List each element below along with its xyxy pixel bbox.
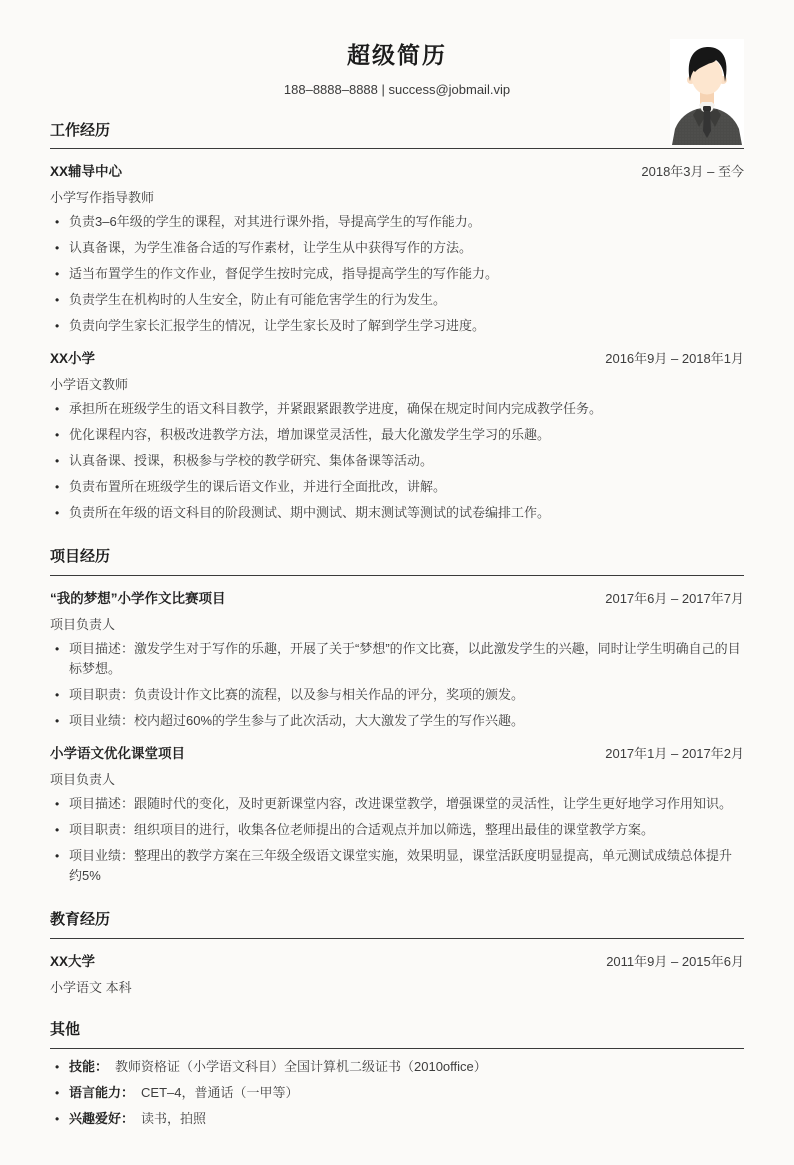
date-range: 2016年9月 – 2018年1月: [605, 351, 744, 367]
section-other: [50, 1021, 744, 1129]
other-item-label: 技能：: [69, 1058, 109, 1074]
other-item-label: 兴趣爱好：: [69, 1110, 135, 1126]
project-entry-2: [50, 742, 744, 886]
bullet-item: • 认真备课、授课，积极参与学校的教学研究、集体备课等活动。: [50, 451, 744, 471]
project-bullet-list: [50, 794, 744, 886]
school-name: XX大学: [50, 953, 96, 969]
bullet-item: • 适当布置学生的作文作业，督促学生按时完成，指导提高学生的写作能力。: [50, 264, 744, 284]
bullet-item: • 项目描述：激发学生对于写作的乐趣，开展了关于“梦想”的作文比赛，以此激发学生的兴趣，同时让学生明确自己的目标梦想。: [50, 639, 744, 679]
company-name: XX小学: [50, 351, 96, 367]
work-entry-2: [50, 347, 744, 523]
entry-header: [50, 160, 744, 180]
education-entry: [50, 950, 744, 996]
company-name: XX辅导中心: [50, 164, 123, 180]
project-bullet-list: [50, 639, 744, 731]
work-section-heading: 工作经历: [50, 122, 744, 150]
other-item-language: [50, 1083, 744, 1103]
project-role: 项目负责人: [50, 617, 116, 633]
job-bullet-list: [50, 212, 744, 336]
date-range: 2017年6月 – 2017年7月: [605, 591, 744, 607]
date-range: 2017年1月 – 2017年2月: [605, 746, 744, 762]
man-avatar-illustration: [670, 39, 744, 145]
bullet-item: • 负责所在年级的语文科目的阶段测试、期中测试、期末测试等测试的试卷编排工作。: [50, 503, 744, 523]
other-bullet-list: [50, 1057, 744, 1129]
other-section-heading: 其他: [50, 1021, 744, 1049]
work-entry-1: [50, 160, 744, 336]
section-work-experience: [50, 122, 744, 524]
other-item-text: CET–4，普通话（一甲等）: [141, 1084, 299, 1100]
entry-header: [50, 950, 744, 970]
other-item-label: 语言能力：: [69, 1084, 135, 1100]
bullet-item: • 优化课程内容，积极改进教学方法，增加课堂灵活性，最大化激发学生学习的乐趣。: [50, 425, 744, 445]
section-education: [50, 911, 744, 996]
other-item-hobbies: [50, 1109, 744, 1129]
other-item-text: 读书，拍照: [141, 1110, 207, 1126]
bullet-item: • 负责布置所在班级学生的课后语文作业，并进行全面批改，讲解。: [50, 477, 744, 497]
bullet-item: • 负责向学生家长汇报学生的情况，让学生家长及时了解到学生学习进度。: [50, 316, 744, 336]
project-name: 小学语文优化课堂项目: [50, 746, 185, 762]
date-range: 2018年3月 – 至今: [641, 164, 744, 180]
section-project-experience: [50, 548, 744, 886]
bullet-item: • 项目业绩：整理出的教学方案在三年级全级语文课堂实施，效果明显，课堂活跃度明显提高，单元测试成绩总体提升约5%: [50, 846, 744, 886]
bullet-item: • 负责3–6年级的学生的课程，对其进行课外指，导提高学生的写作能力。: [50, 212, 744, 232]
entry-header: [50, 587, 744, 607]
education-section-heading: 教育经历: [50, 911, 744, 939]
entry-header: [50, 347, 744, 367]
page-title: 超级简历: [347, 42, 447, 68]
bullet-item: • 负责学生在机构时的人生安全，防止有可能危害学生的行为发生。: [50, 290, 744, 310]
degree-info: 小学语文 本科: [50, 979, 132, 995]
resume-header: [50, 42, 744, 97]
bullet-item: • 项目职责：负责设计作文比赛的流程，以及参与相关作品的评分，奖项的颁发。: [50, 685, 744, 705]
avatar: [670, 39, 744, 145]
entry-header: [50, 742, 744, 762]
bullet-item: • 承担所在班级学生的语文科目教学，并紧跟紧跟教学进度，确保在规定时间内完成教学任务。: [50, 399, 744, 419]
contact-line: 188–8888–8888 | success@jobmail.vip: [283, 81, 511, 97]
bullet-item: • 认真备课，为学生准备合适的写作素材，让学生从中获得写作的方法。: [50, 238, 744, 258]
project-name: “我的梦想”小学作文比赛项目: [50, 591, 226, 607]
job-title: 小学写作指导教师: [50, 190, 155, 206]
bullet-item: • 项目业绩：校内超过60%的学生参与了此次活动，大大激发了学生的写作兴趣。: [50, 711, 744, 731]
job-bullet-list: [50, 399, 744, 523]
project-entry-1: [50, 587, 744, 731]
other-item-text: 教师资格证（小学语文科目）全国计算机二级证书（2010office）: [115, 1058, 487, 1074]
bullet-item: • 项目描述：跟随时代的变化，及时更新课堂内容，改进课堂教学，增强课堂的灵活性，让学生更好地学习作用知识。: [50, 794, 744, 814]
job-title: 小学语文教师: [50, 377, 129, 393]
other-item-skills: [50, 1057, 744, 1077]
project-role: 项目负责人: [50, 772, 116, 788]
bullet-item: • 项目职责：组织项目的进行，收集各位老师提出的合适观点并加以筛选，整理出最佳的课堂教学方案。: [50, 820, 744, 840]
project-section-heading: 项目经历: [50, 548, 744, 576]
date-range: 2011年9月 – 2015年6月: [606, 953, 744, 969]
